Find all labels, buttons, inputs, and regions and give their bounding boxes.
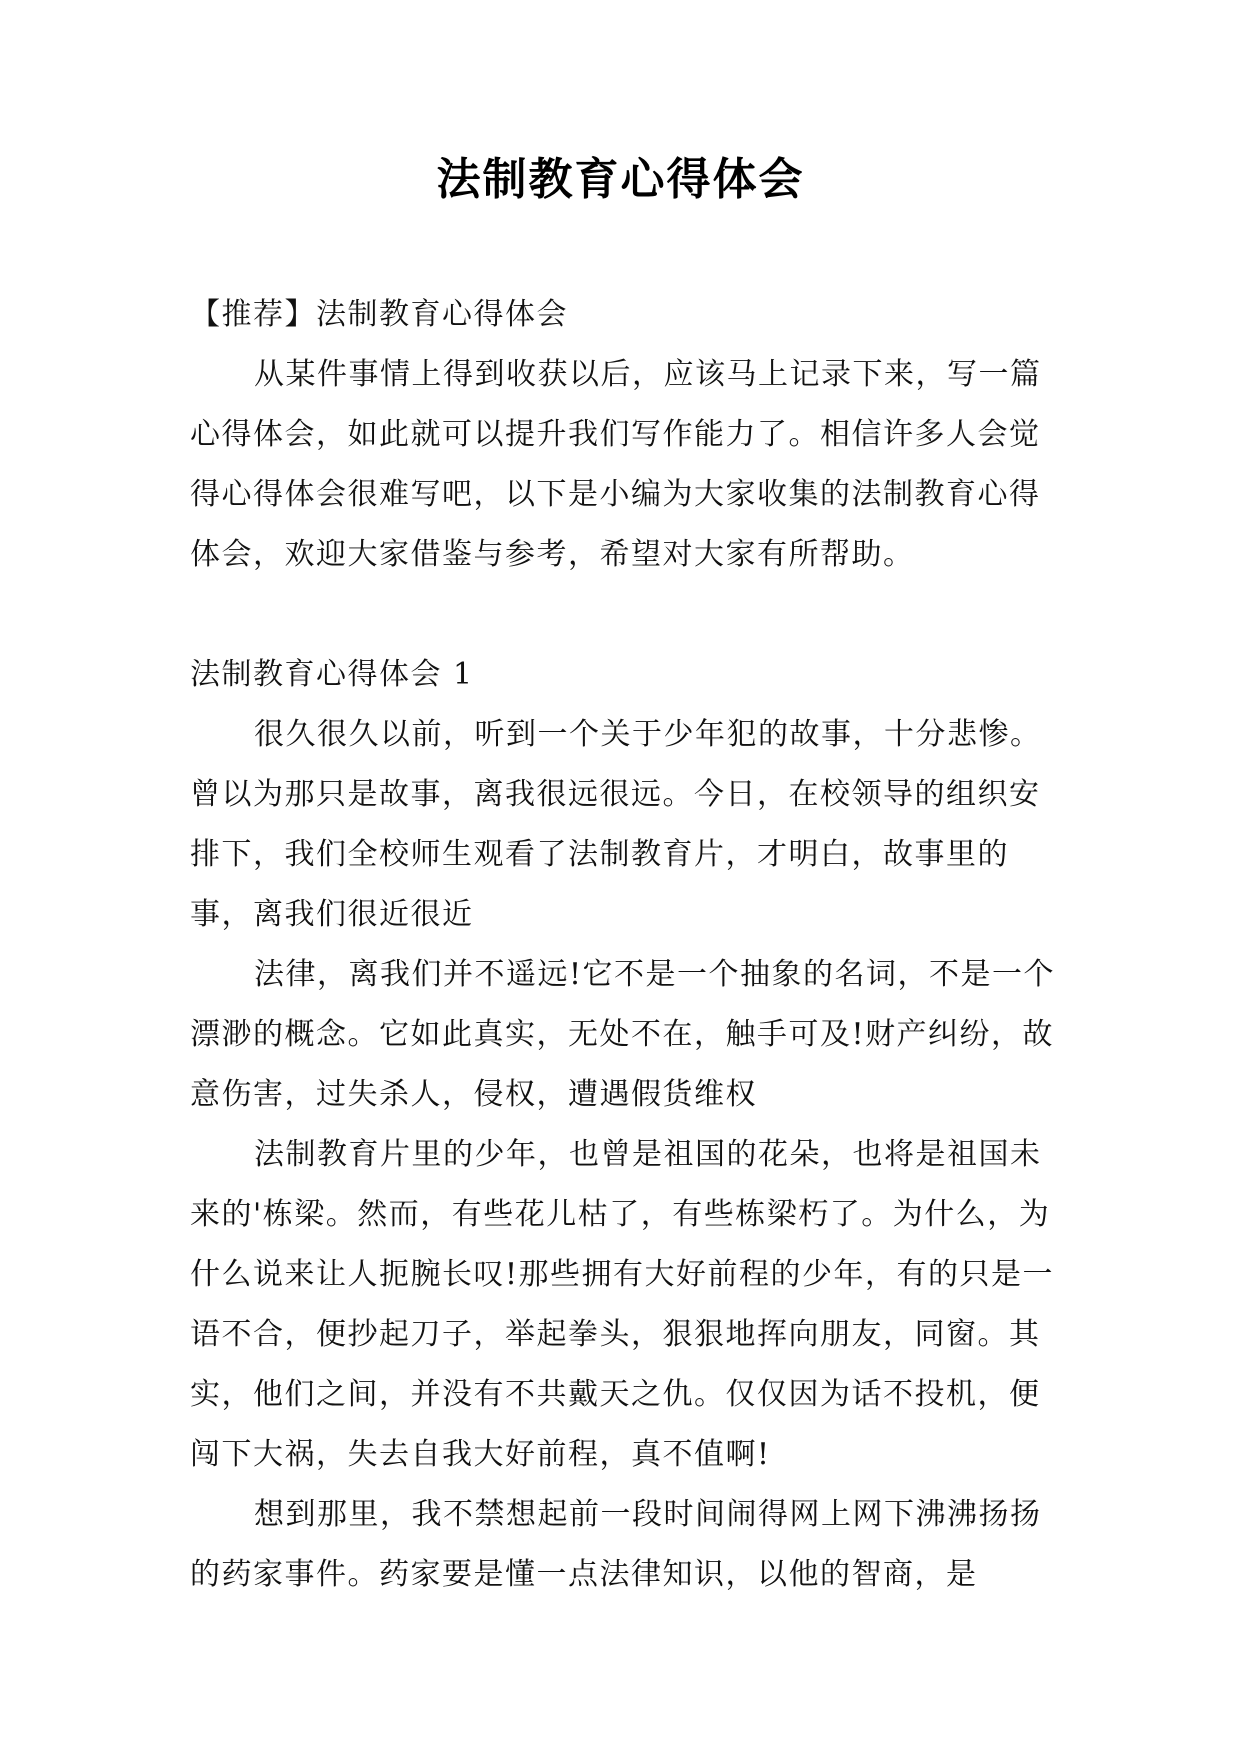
body-paragraph: 很久很久以前，听到一个关于少年犯的故事，十分悲惨。曾以为那只是故事，离我很远很远。今日，在校领导的组织安排下，我们全校师生观看了法制教育片，才明白，故事里的事，离我们很近很近 [190, 717, 1042, 932]
section-heading: 法制教育心得体会 1 [190, 657, 474, 692]
document-body [190, 285, 1060, 1605]
body-paragraph: 法制教育片里的少年，也曾是祖国的花朵，也将是祖国未来的'栋梁。然而，有些花儿枯了，有些栋梁朽了。为什么，为什么说来让人扼腕长叹!那些拥有大好前程的少年，有的只是一语不合，便抄起刀子，举起拳头，狠狠地挥向朋友，同窗。其实，他们之间，并没有不共戴天之仇。仅仅因为话不投机，便闯下大祸，失去自我大好前程，真不值啊! [190, 1137, 1055, 1472]
body-paragraph: 想到那里，我不禁想起前一段时间闹得网上网下沸沸扬扬的药家事件。药家要是懂一点法律知识，以他的智商，是 [190, 1497, 1042, 1592]
recommend-line: 【推荐】法制教育心得体会 [190, 297, 568, 332]
document-title: 法制教育心得体会 [436, 154, 805, 205]
intro-paragraph: 从某件事情上得到收获以后，应该马上记录下来，写一篇心得体会，如此就可以提升我们写作能力了。相信许多人会觉得心得体会很难写吧，以下是小编为大家收集的法制教育心得体会，欢迎大家借鉴与参考，希望对大家有所帮助。 [190, 357, 1042, 572]
body-paragraph: 法律，离我们并不遥远!它不是一个抽象的名词，不是一个漂渺的概念。它如此真实，无处不在，触手可及!财产纠纷，故意伤害，过失杀人，侵权，遭遇假货维权 [190, 957, 1056, 1112]
